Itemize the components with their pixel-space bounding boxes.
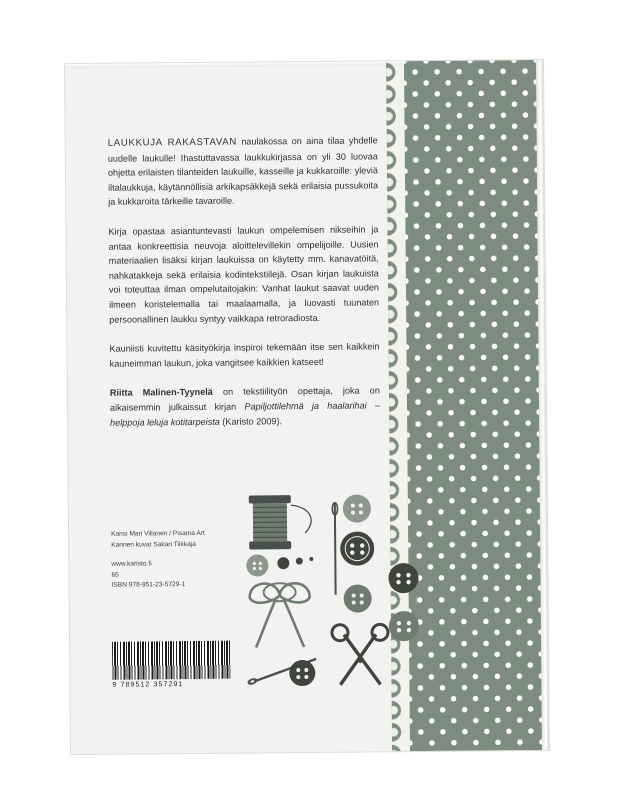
paragraph-author — [110, 384, 380, 430]
paragraph-intro — [108, 133, 379, 209]
paragraph-blurb — [109, 339, 379, 371]
author-text-before: on tekstiilityön opettaja, joka on aikaisemmin julkaissut kirjan — [109, 385, 380, 413]
barcode — [112, 641, 230, 689]
ribbon-bow-icon — [250, 583, 311, 647]
pin-icon — [332, 503, 338, 595]
paragraph-text: Kauniisti kuvitettu käsityökirja inspiroi tekemään itse sen kaikkein kauneimman laukun, joka vangitsee kaikkien katseet! — [109, 341, 380, 369]
barcode-number: 9 789512 357291 — [112, 681, 184, 689]
publisher-website: www.karisto.fi — [111, 560, 152, 568]
credit-line: Kansi Mari Villanen / Pisama Art — [111, 529, 205, 538]
back-cover-text — [108, 133, 381, 429]
author-text-after: (Karisto 2009). — [219, 415, 283, 427]
credit-line: Kannen kuvat Sakari Tiikkaja — [111, 540, 196, 549]
barcode-bars — [112, 641, 230, 680]
cover-credits — [111, 528, 287, 591]
paragraph-lead: LAUKKUJA RAKASTAVAN — [107, 136, 237, 149]
paragraph-text: naulakossa on aina tilaa yhdelle uudelle laukulle! Ihastuttavassa laukkukirjassa on yli 30 luovaa ohjetta erilaisten tilanteiden laukuille, kasseille ja kukkaroille: yleviä iltalaukkuja, käytännöllisiä arkikapsäkkejä sekä erilaisia pussukoita ja kukkaroita tärkeille tavaroille. — [107, 135, 379, 208]
publisher-code: 65 — [111, 571, 119, 579]
author-name: Riitta Malinen-Tyynelä — [109, 387, 213, 399]
book-back-cover — [65, 60, 549, 754]
sewing-notions-illustration — [239, 486, 451, 703]
scissors-icon — [332, 624, 389, 684]
paragraph-body — [108, 222, 379, 327]
author-book-title: Papiljottilehmä ja haalarihai – helppoja leluja kotitarpeista — [110, 400, 381, 428]
paragraph-text: Kirja opastaa asiantuntevasti laukun ompelemisen nikseihin ja antaa konkreettisia neuvoja aloittelevillekin ompelijoille. Uusien materiaalien lisäksi kirjan laukuissa on käytetty mm. kanavatöitä, nahkatakkeja sekä erilaisia kodintekstiilejä. Osan kirjan laukuista voi toteuttaa ilman ompelutaitojakin: Vanhat laukut saavat uuden ilmeen koristelemalla tai maalaamalla, ja luovasti tuunaten persoonallinen laukku syntyy vaikkapa retroradiosta. — [108, 224, 380, 325]
isbn-text: ISBN 978-951-23-5729-1 — [111, 581, 186, 589]
